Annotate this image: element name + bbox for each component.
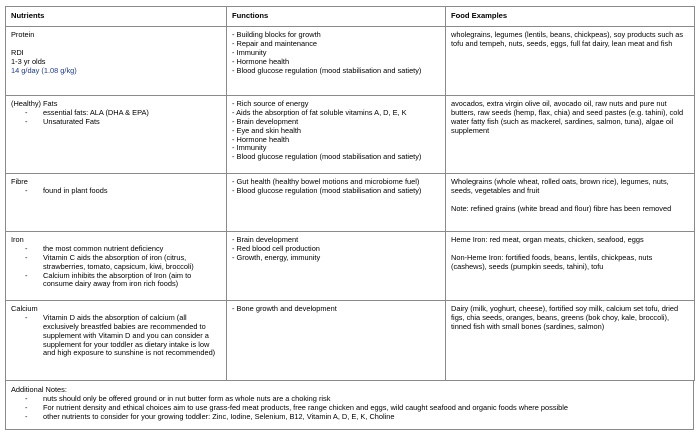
food-cell xyxy=(446,300,695,380)
nutrient-title: Calcium xyxy=(11,303,38,313)
nutrient-bullet: - Vitamin C aids the absorption of iron (citrus, strawberries, tomato, capsicum, kiwi, broccoli) xyxy=(25,252,194,271)
nutrient-bullet: - found in plant foods xyxy=(25,185,108,195)
functions-cell xyxy=(227,26,446,95)
functions-cell xyxy=(227,95,446,173)
food-text: avocados, extra virgin olive oil, avocado oil, raw nuts and pure nut butters, raw seeds (hemp, flax, chia) and seed pastes (e.g. tahini), cold water fatty fish (such as mackerel, sardines, salmon, tuna), algae oil supplement xyxy=(451,98,684,135)
nutrient-title: Iron xyxy=(11,234,24,244)
notes-title: Additional Notes: xyxy=(11,384,67,394)
note-item: - other nutrients to consider for your growing toddler: Zinc, Iodine, Selenium, B12, Vitamin A, D, E, K, Choline xyxy=(25,411,395,421)
nutrient-bullet: - Vitamin D aids the absorption of calcium (all exclusively breastfed babies are recommended to supplement with Vitamin D and you can consider a supplement for your toddler as dietary intake is low and high exposure to sunshine is not recommended) xyxy=(25,312,216,358)
note-item: - For nutrient density and ethical choices aim to use grass-fed meat products, free range chicken and eggs, wild caught seafood and organic foods where possible xyxy=(25,402,569,412)
function-item: - Rich source of energy xyxy=(232,98,309,108)
function-item: - Gut health (healthy bowel motions and microbiome fuel) xyxy=(232,176,420,186)
function-item: - Blood glucose regulation (mood stabilisation and satiety) xyxy=(232,152,422,162)
nutrient-bullet: - essential fats: ALA (DHA & EPA) xyxy=(25,107,149,117)
function-item: - Red blood cell production xyxy=(232,243,320,253)
table-row-fibre xyxy=(6,173,695,231)
nutrient-cell xyxy=(6,95,227,173)
nutrient-line: RDI xyxy=(11,47,24,57)
function-item: - Hormone health xyxy=(232,134,290,144)
function-item: - Hormone health xyxy=(232,56,290,66)
function-item: - Blood glucose regulation (mood stabilisation and satiety) xyxy=(232,65,422,75)
function-item: - Immunity xyxy=(232,47,267,57)
nutrition-document xyxy=(5,6,694,430)
header-food-examples: Food Examples xyxy=(446,7,695,27)
function-item: - Immunity xyxy=(232,143,267,153)
nutrient-cell xyxy=(6,173,227,231)
food-cell xyxy=(446,95,695,173)
function-item: - Brain development xyxy=(232,234,299,244)
rdi-value: 14 g/day (1.08 g/kg) xyxy=(11,65,77,75)
functions-cell xyxy=(227,231,446,300)
food-text: Heme Iron: red meat, organ meats, chicken, seafood, eggs xyxy=(451,234,644,244)
function-item: - Blood glucose regulation (mood stabilisation and satiety) xyxy=(232,185,422,195)
nutrient-bullet: - the most common nutrient deficiency xyxy=(25,243,164,253)
note-item: - nuts should only be offered ground or in nut butter form as whole nuts are a choking risk xyxy=(25,393,331,403)
food-note: Non-Heme Iron: fortified foods, beans, lentils, chickpeas, nuts (cashews), seeds (pumpkin seeds, tahini), tofu xyxy=(451,252,653,271)
table-row-protein xyxy=(6,26,695,95)
table-row-fats xyxy=(6,95,695,173)
table-row-iron xyxy=(6,231,695,300)
nutrition-table xyxy=(5,6,695,381)
function-item: - Eye and skin health xyxy=(232,125,302,135)
nutrient-title: Protein xyxy=(11,29,35,39)
food-text: wholegrains, legumes (lentils, beans, chickpeas), soy products such as tofu and tempeh, nuts, seeds, eggs, full fat dairy, lean meat and fish xyxy=(451,29,684,48)
food-text: Wholegrains (whole wheat, rolled oats, brown rice), legumes, nuts, seeds, vegetables and fruit xyxy=(451,176,669,195)
nutrient-bullet: - Calcium inhibits the absorption of Iron (aim to consume dairy away from iron rich foods) xyxy=(25,270,192,289)
nutrient-cell xyxy=(6,300,227,380)
function-item: - Growth, energy, immunity xyxy=(232,252,321,262)
table-header-row xyxy=(6,7,695,27)
function-item: - Bone growth and development xyxy=(232,303,337,313)
function-item: - Brain development xyxy=(232,116,299,126)
function-item: - Aids the absorption of fat soluble vitamins A, D, E, K xyxy=(232,107,407,117)
functions-cell xyxy=(227,300,446,380)
nutrient-title: Fibre xyxy=(11,176,28,186)
additional-notes xyxy=(5,381,694,430)
food-cell xyxy=(446,26,695,95)
header-nutrients: Nutrients xyxy=(6,7,227,27)
food-note: Note: refined grains (white bread and flour) fibre has been removed xyxy=(451,203,672,213)
table-row-calcium xyxy=(6,300,695,380)
food-cell xyxy=(446,173,695,231)
food-cell xyxy=(446,231,695,300)
nutrient-cell xyxy=(6,26,227,95)
functions-cell xyxy=(227,173,446,231)
function-item: - Building blocks for growth xyxy=(232,29,321,39)
nutrient-bullet: - Unsaturated Fats xyxy=(25,116,100,126)
nutrient-cell xyxy=(6,231,227,300)
nutrient-line: 1-3 yr olds xyxy=(11,56,46,66)
food-text: Dairy (milk, yoghurt, cheese), fortified soy milk, calcium set tofu, dried figs, chia seeds, oranges, beans, greens (bok choy, kale, broccoli), tinned fish with small bones (sardines, salmon) xyxy=(451,303,679,331)
nutrient-title: (Healthy) Fats xyxy=(11,98,58,108)
header-functions: Functions xyxy=(227,7,446,27)
function-item: - Repair and maintenance xyxy=(232,38,318,48)
